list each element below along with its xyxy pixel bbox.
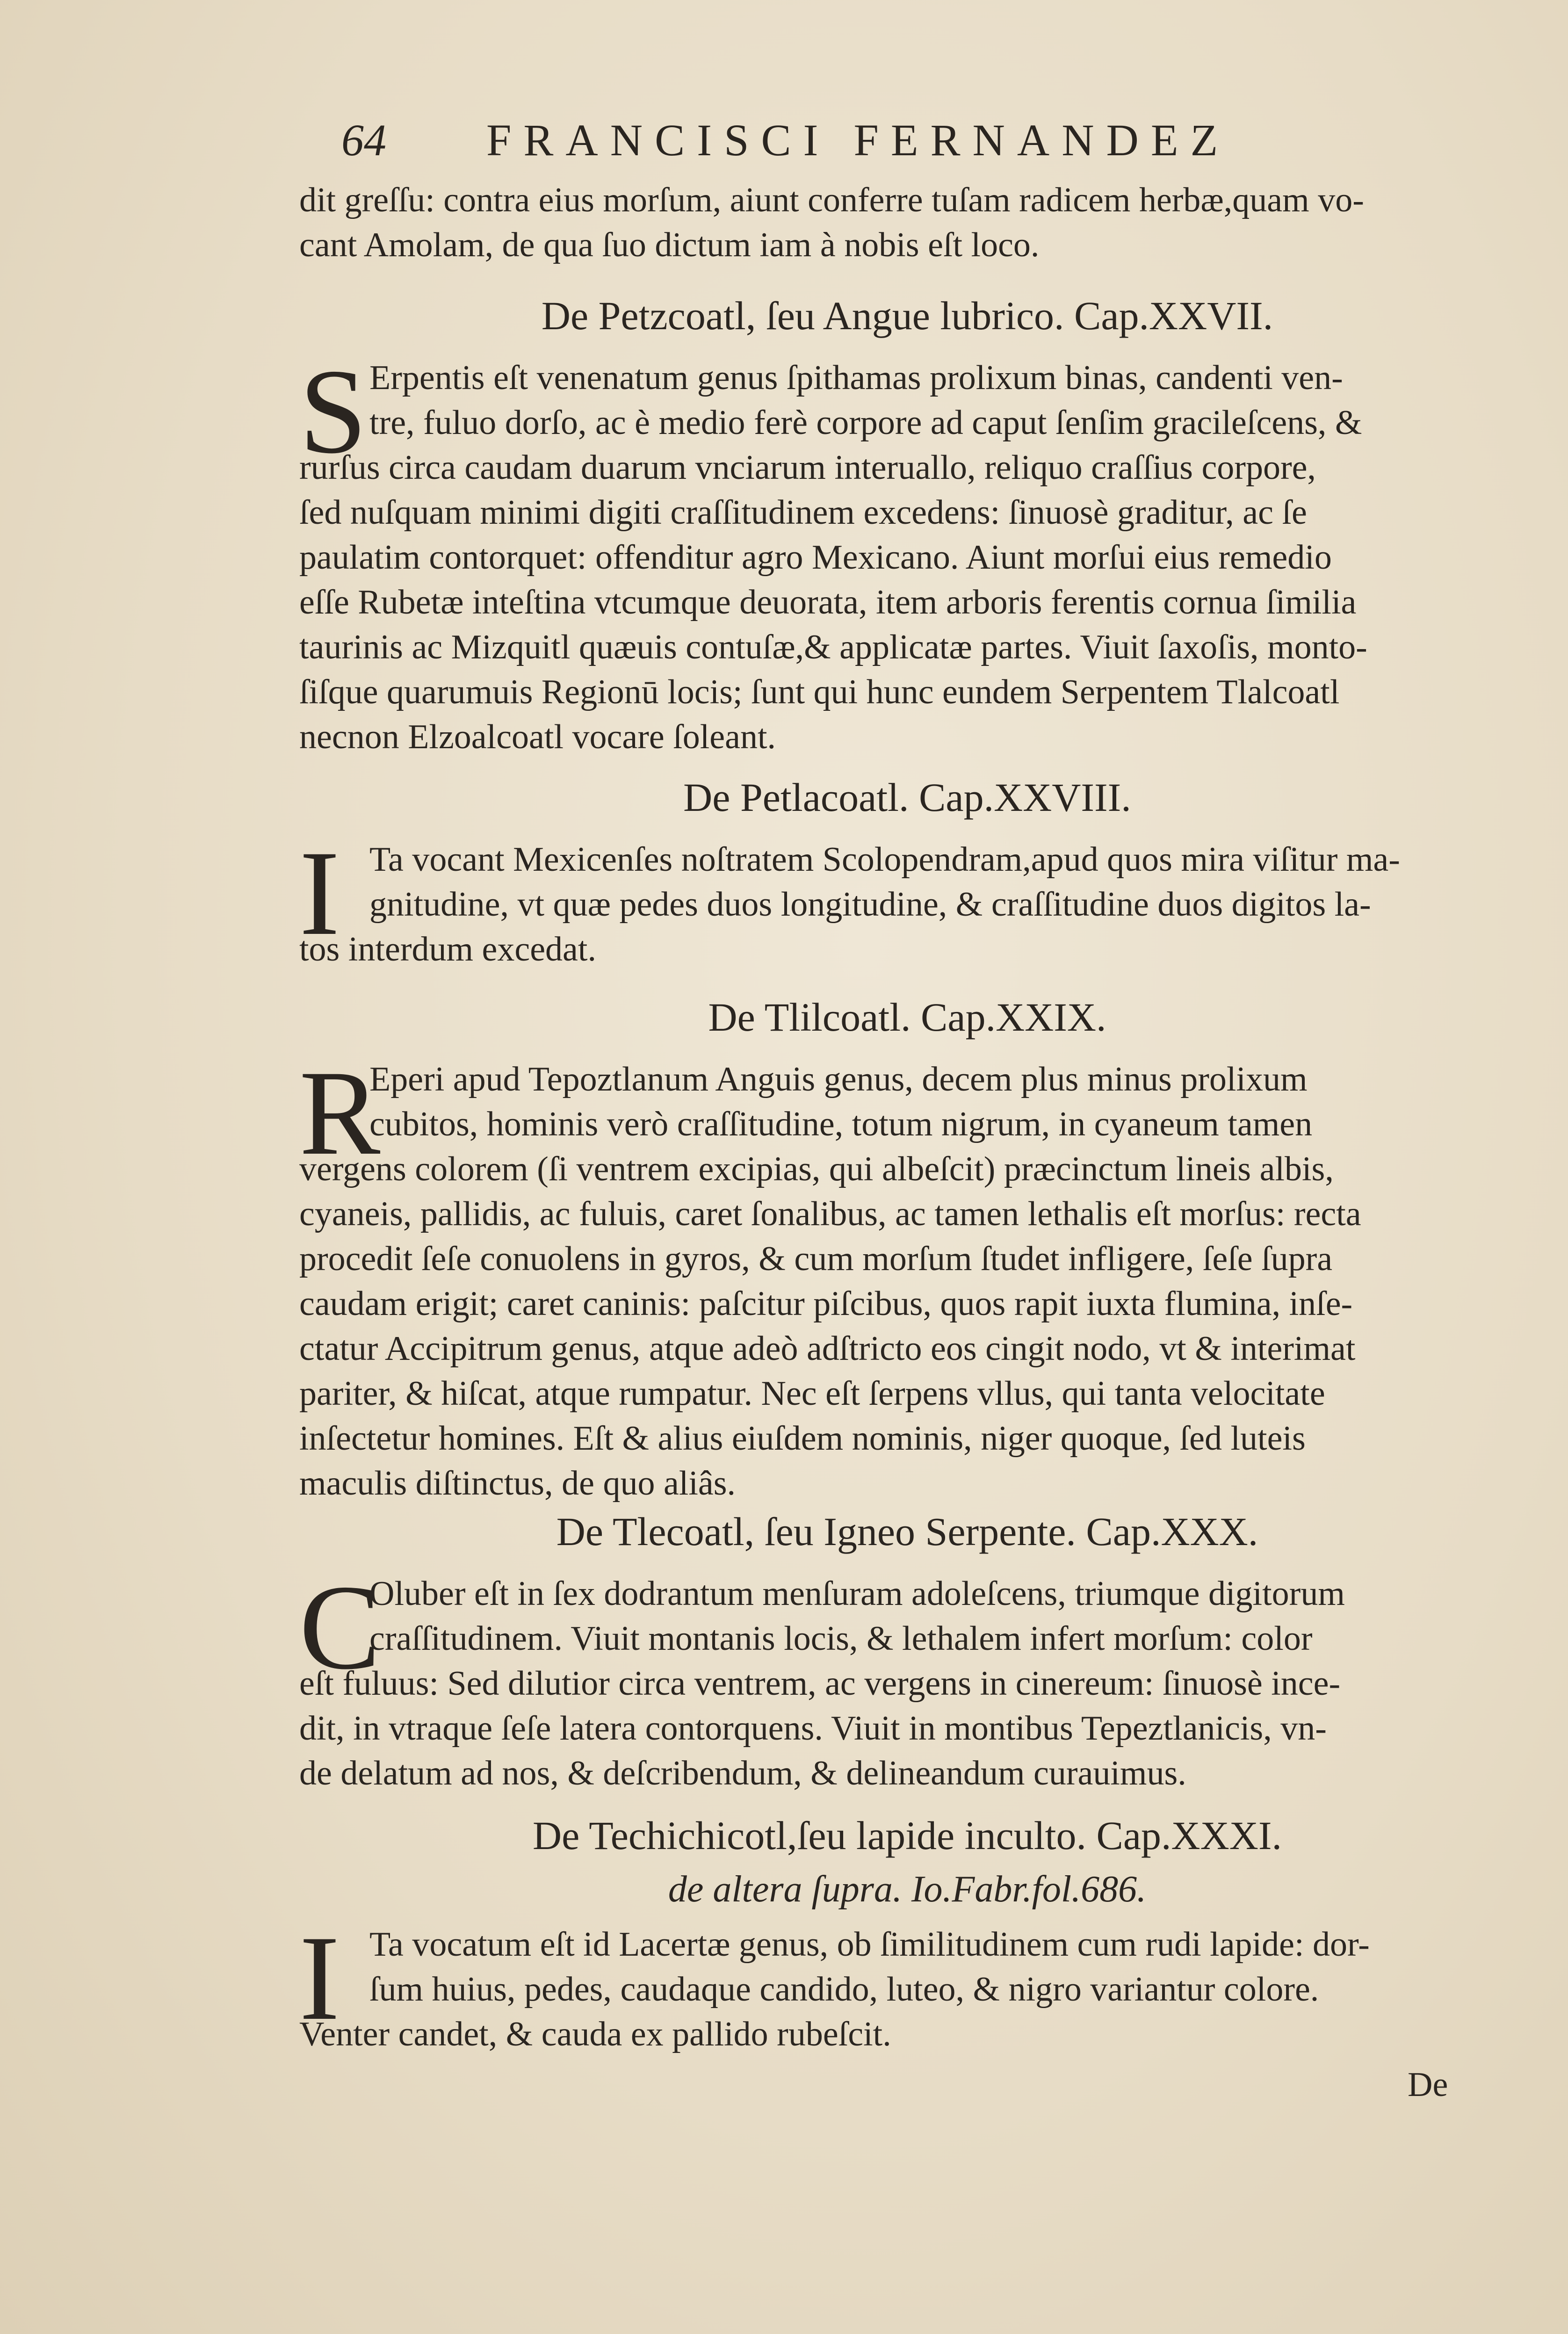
text-line: procedit ſeſe conuolens in gyros, & cum morſum ſtudet infligere, ſeſe ſupra [299, 1240, 1333, 1278]
drop-cap: R [299, 1046, 381, 1180]
text-line: pariter, & hiſcat, atque rumpatur. Nec eſt ſerpens vllus, qui tanta velocitate [299, 1374, 1325, 1413]
text-line: ſiſque quarumuis Regionū locis; ſunt qui hunc eundem Serpentem Tlalcoatl [299, 673, 1340, 711]
text-line: craſſitudinem. Viuit montanis locis, & lethalem infert morſum: color [369, 1619, 1313, 1658]
chapter-paragraph [299, 1911, 1515, 2057]
drop-cap: I [299, 826, 340, 961]
text-line: cant Amolam, de qua ſuo dictum iam à nobis eſt loco. [299, 226, 1040, 264]
text-line: cyaneis, pallidis, ac fuluis, caret ſonalibus, ac tamen lethalis eſt morſus: recta [299, 1195, 1361, 1233]
running-head [341, 112, 1351, 168]
chapter-heading: De Petzcoatl, ſeu Angue lubrico. Cap.XXVII. [541, 293, 1273, 338]
text-line: ſum huius, pedes, caudaque candido, luteo, & nigro variantur colore. [369, 1970, 1319, 2009]
drop-cap: I [299, 1911, 340, 2045]
text-line: maculis diſtinctus, de quo aliâs. [299, 1464, 736, 1503]
text-line: de delatum ad nos, & deſcribendum, & delineandum curauimus. [299, 1754, 1186, 1792]
text-line: ſed nuſquam minimi digiti craſſitudinem excedens: ſinuosè graditur, ac ſe [299, 493, 1307, 532]
text-line: rurſus circa caudam duarum vnciarum interuallo, reliquo craſſius corpore, [299, 448, 1316, 487]
text-line: tre, fuluo dorſo, ac è medio ferè corpore ad caput ſenſim gracileſcens, & [369, 404, 1362, 442]
text-line: Ta vocatum eſt id Lacertæ genus, ob ſimilitudinem cum rudi lapide: dor- [369, 1925, 1370, 1964]
drop-cap: S [299, 344, 367, 479]
chapter-paragraph [299, 1560, 1515, 1796]
chapter-subheading: de altera ſupra. Io.Fabr.fol.686. [668, 1869, 1147, 1910]
text-line: ctatur Accipitrum genus, atque adeò adſtricto eos cingit nodo, vt & interimat [299, 1330, 1356, 1368]
text-line: vergens colorem (ſi ventrem excipias, qui albeſcit) præcinctum lineis albis, [299, 1150, 1334, 1188]
chapter-heading: De Petlacoatl. Cap.XXVIII. [683, 775, 1131, 820]
chapter-heading: De Techichicotl,ſeu lapide inculto. Cap.XXXI. [532, 1813, 1282, 1858]
text-line: dit greſſu: contra eius morſum, aiunt conferre tuſam radicem herbæ,quam vo- [299, 181, 1364, 219]
text-line: inſectetur homines. Eſt & alius eiuſdem nominis, niger quoque, ſed luteis [299, 1419, 1306, 1458]
intro-paragraph [299, 178, 1515, 267]
text-line: eſſe Rubetæ inteſtina vtcumque deuorata, item arboris ferentis cornua ſimilia [299, 583, 1357, 621]
chapter-heading: De Tlecoatl, ſeu Igneo Serpente. Cap.XXX. [556, 1509, 1258, 1554]
text-line: eſt fuluus: Sed dilutior circa ventrem, ac vergens in cinereum: ſinuosè ince- [299, 1664, 1341, 1703]
text-line: necnon Elzoalcoatl vocare ſoleant. [299, 718, 776, 756]
page-number: 64 [341, 115, 386, 165]
text-line: Oluber eſt in ſex dodrantum menſuram adoleſcens, triumque digitorum [369, 1575, 1345, 1613]
chapter-heading: De Tlilcoatl. Cap.XXIX. [708, 995, 1106, 1040]
text-line: cubitos, hominis verò craſſitudine, totum nigrum, in cyaneum tamen [369, 1105, 1313, 1143]
text-line: tos interdum excedat. [299, 930, 596, 968]
text-line: dit, in vtraque ſeſe latera contorquens. Viuit in montibus Tepeztlanicis, vn- [299, 1709, 1327, 1748]
text-line: gnitudine, vt quæ pedes duos longitudine, & craſſitudine duos digitos la- [369, 885, 1371, 924]
chapter-paragraph [299, 1046, 1515, 1506]
text-line: caudam erigit; caret caninis: paſcitur piſcibus, quos rapit iuxta flumina, inſe- [299, 1285, 1353, 1323]
text-line: taurinis ac Mizquitl quæuis contuſæ,& applicatæ partes. Viuit ſaxoſis, monto- [299, 628, 1367, 666]
text-line: paulatim contorquet: offenditur agro Mexicano. Aiunt morſui eius remedio [299, 538, 1332, 577]
text-line: Eperi apud Tepoztlanum Anguis genus, decem plus minus prolixum [369, 1060, 1308, 1098]
running-title: FRANCISCI FERNANDEZ [486, 115, 1230, 165]
chapter-paragraph [299, 344, 1515, 759]
text-line: Ta vocant Mexicenſes noſtratem Scolopendram,apud quos mira viſitur ma- [369, 840, 1400, 879]
text-line: Erpentis eſt venenatum genus ſpithamas prolixum binas, candenti ven- [369, 359, 1343, 397]
catchword: De [1408, 2066, 1448, 2104]
chapter-paragraph [299, 826, 1515, 972]
text-line: Venter candet, & cauda ex pallido rubeſcit. [299, 2015, 891, 2053]
drop-cap: C [299, 1560, 381, 1695]
